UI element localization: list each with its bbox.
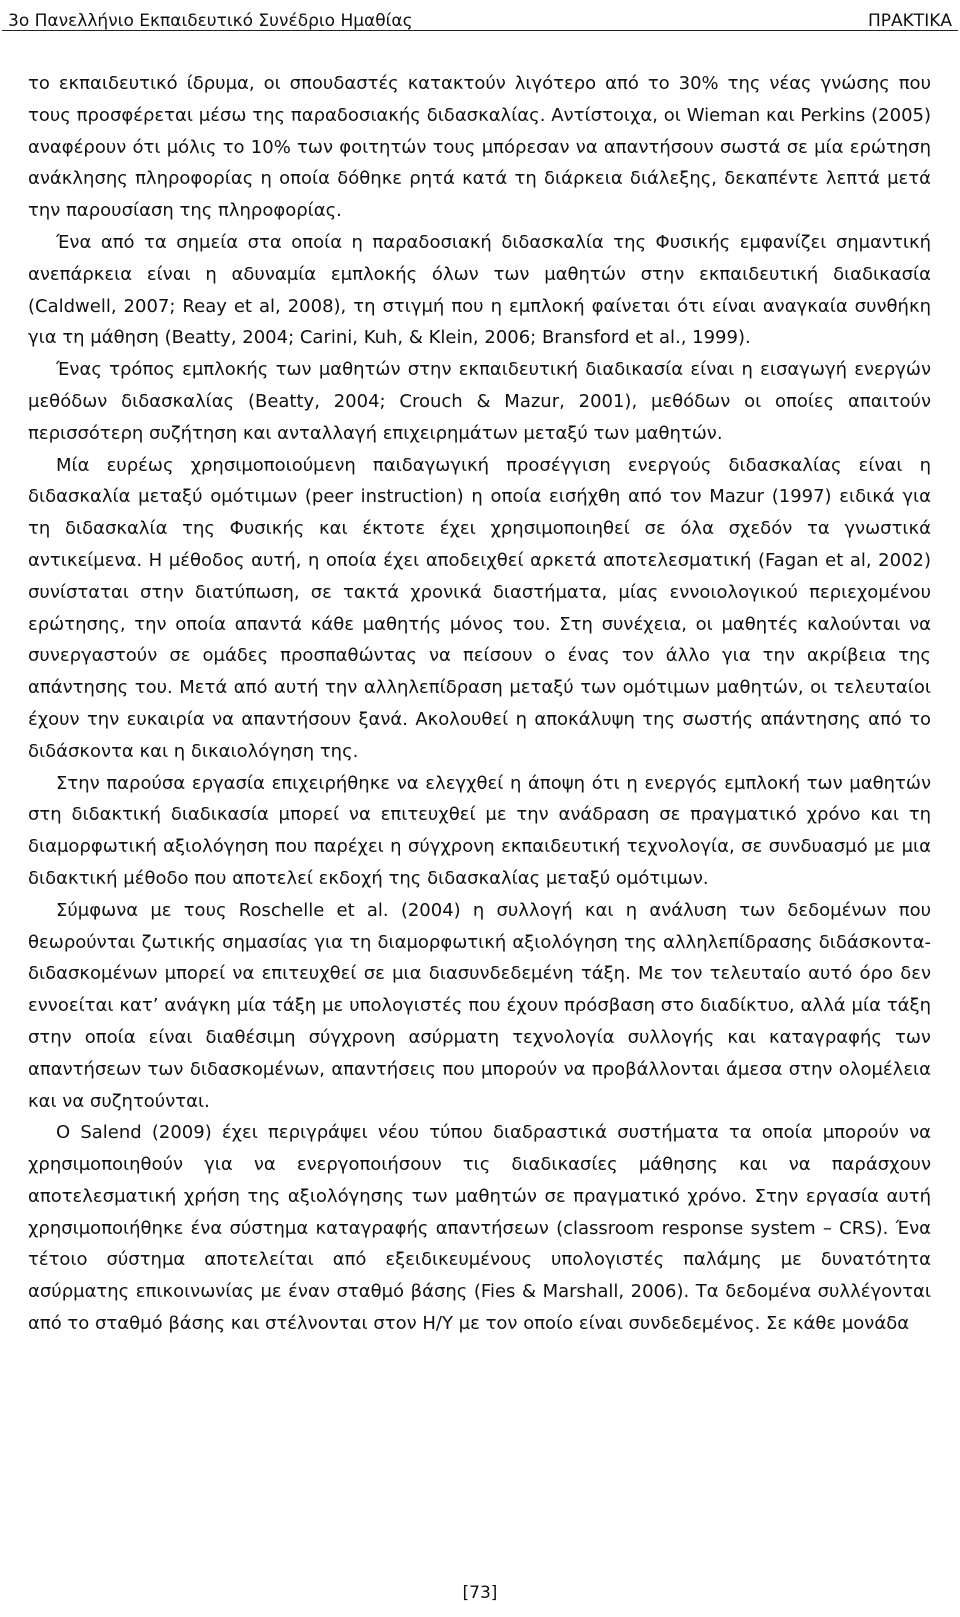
paragraph-3: Ένας τρόπος εμπλοκής των μαθητών στην εκπαιδευτική διαδικασία είναι η εισαγωγή ενεργών μεθόδων διδασκαλίας (Beatty, 2004; Crouch & Mazur, 2001), μεθόδων οι οποίες απαιτούν περισσότερη συζήτηση και ανταλλαγή επιχειρημάτων μεταξύ των μαθητών.	[28, 359, 931, 444]
proceedings-label: ΠΡΑΚΤΙΚΑ	[868, 11, 952, 31]
page-number: [73]	[462, 1583, 498, 1603]
body-text	[28, 68, 931, 1340]
header-rule	[2, 30, 958, 31]
paragraph-6: Σύμφωνα με τους Roschelle et al. (2004) η συλλογή και η ανάλυση των δεδομένων που θεωρούνται ζωτικής σημασίας για τη διαμορφωτική αξιολόγηση της αλληλεπίδρασης διδάσκοντα-διδασκομένων μπορεί να επιτευχθεί σε μια διασυνδεδεμένη τάξη. Με τον τελευταίο αυτό όρο δεν εννοείται κατ’ ανάγκη μία τάξη με υπολογιστές που έχουν πρόσβαση στο διαδίκτυο, αλλά μία τάξη στην οποία είναι διαθέσιμη σύγχρονη ασύρματη τεχνολογία συλλογής και καταγραφής των απαντήσεων των διδασκομένων, απαντήσεις που μπορούν να προβάλλονται άμεσα στην ολομέλεια και να συζητούνται.	[28, 899, 931, 1112]
paragraph-7: Ο Salend (2009) έχει περιγράψει νέου τύπου διαδραστικά συστήματα τα οποία μπορούν να χρησιμοποιηθούν για να ενεργοποιήσουν τις διαδικασίες μάθησης και να παράσχουν αποτελεσματική χρήση της αξιολόγησης των μαθητών σε πραγματικό χρόνο. Στην εργασία αυτή χρησιμοποιήθηκε ένα σύστημα καταγραφής απαντήσεων (classroom response system – CRS). Ένα τέτοιο σύστημα αποτελείται από εξειδικευμένους υπολογιστές παλάμης με δυνατότητα ασύρματης επικοινωνίας με έναν σταθμό βάσης (Fies & Marshall, 2006). Τα δεδομένα συλλέγονται από το σταθμό βάσης και στέλνονται στον Η/Υ με τον οποίο είναι συνδεδεμένος. Σε κάθε μονάδα	[28, 1122, 931, 1335]
page-footer	[0, 1581, 960, 1605]
paragraph-1: το εκπαιδευτικό ίδρυμα, οι σπουδαστές κατακτούν λιγότερο από το 30% της νέας γνώσης που τους προσφέρεται μέσω της παραδοσιακής διδασκαλίας. Αντίστοιχα, οι Wieman και Perkins (2005) αναφέρουν ότι μόλις το 10% των φοιτητών τους μπόρεσαν να απαντήσουν σωστά σε μία ερώτηση ανάκλησης πληροφορίας η οποία δόθηκε ρητά κατά τη διάρκεια διάλεξης, δεκαπέντε λεπτά μετά την παρουσίαση της πληροφορίας.	[28, 73, 931, 222]
paragraph-2: Ένα από τα σημεία στα οποία η παραδοσιακή διδασκαλία της Φυσικής εμφανίζει σημαντική ανεπάρκεια είναι η αδυναμία εμπλοκής όλων των μαθητών στην εκπαιδευτική διαδικασία (Caldwell, 2007; Reay et al, 2008), τη στιγμή που η εμπλοκή φαίνεται ότι είναι αναγκαία συνθήκη για τη μάθηση (Beatty, 2004; Carini, Kuh, & Klein, 2006; Bransford et al., 1999).	[28, 231, 931, 349]
paragraph-5: Στην παρούσα εργασία επιχειρήθηκε να ελεγχθεί η άποψη ότι η ενεργός εμπλοκή των μαθητών στη διδακτική διαδικασία μπορεί να επιτευχθεί με την ανάδραση σε πραγματικό χρόνο και τη διαμορφωτική αξιολόγηση που παρέχει η σύγχρονη εκπαιδευτική τεχνολογία, σε συνδυασμό με μια διδακτική μέθοδο που αποτελεί εκδοχή της διδασκαλίας μεταξύ ομότιμων.	[28, 772, 931, 889]
conference-title: 3ο Πανελλήνιο Εκπαιδευτικό Συνέδριο Ημαθίας	[8, 11, 413, 31]
page-header	[8, 2, 952, 32]
paragraph-4: Μία ευρέως χρησιμοποιούμενη παιδαγωγική προσέγγιση ενεργούς διδασκαλίας είναι η διδασκαλία μεταξύ ομότιμων (peer instruction) η οποία εισήχθη από τον Mazur (1997) ειδικά για τη διδασκαλία της Φυσικής και έκτοτε έχει χρησιμοποιηθεί σε όλα σχεδόν τα γνωστικά αντικείμενα. Η μέθοδος αυτή, η οποία έχει αποδειχθεί αρκετά αποτελεσματική (Fagan et al, 2002) συνίσταται στην διατύπωση, σε τακτά χρονικά διαστήματα, μίας εννοιολογικού περιεχομένου ερώτησης, την οποία απαντά κάθε μαθητής μόνος του. Στη συνέχεια, οι μαθητές καλούνται να συνεργαστούν σε ομάδες προσπαθώντας να πείσουν ο ένας τον άλλο για την ακρίβεια της απάντησης του. Μετά από αυτή την αλληλεπίδραση μεταξύ των ομότιμων μαθητών, οι τελευταίοι έχουν την ευκαιρία να απαντήσουν ξανά. Ακολουθεί η αποκάλυψη της σωστής απάντησης από το διδάσκοντα και η δικαιολόγηση της.	[28, 454, 931, 762]
